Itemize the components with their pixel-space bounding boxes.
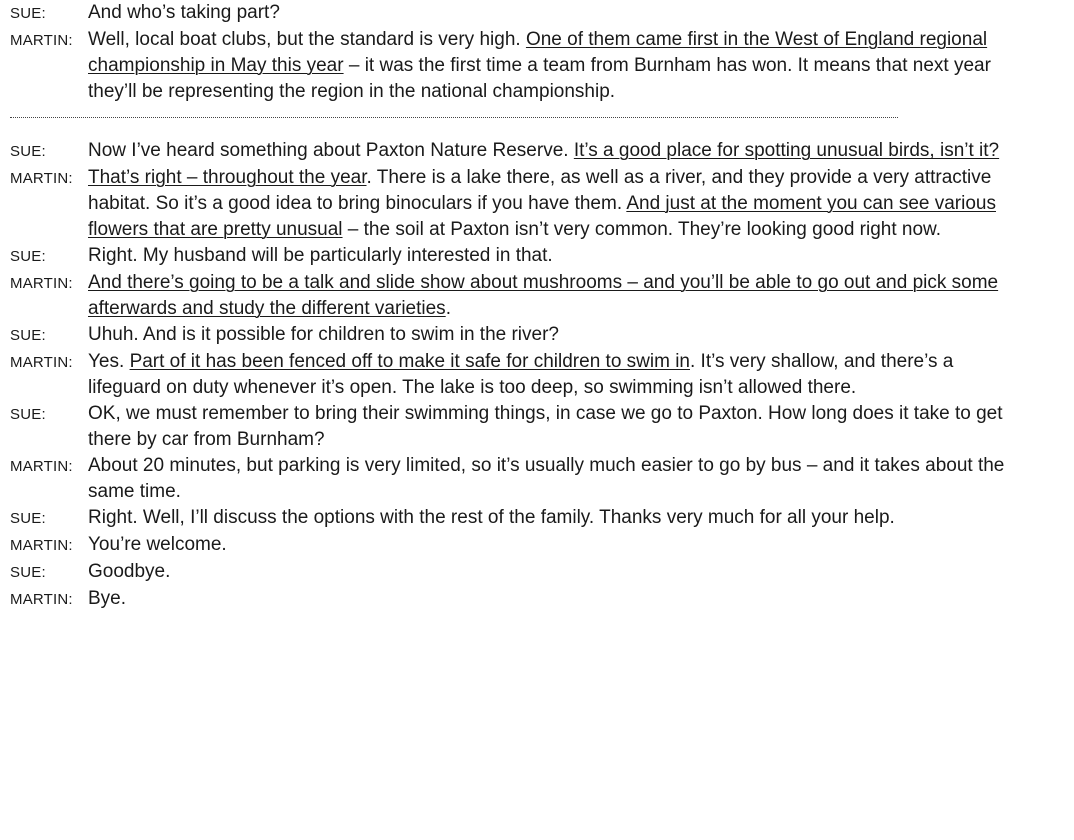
- speech-segment: Now I’ve heard something about Paxton Nature Reserve.: [88, 140, 574, 161]
- speaker-label: MARTIN:: [10, 354, 73, 371]
- transcript-blocks: [10, 0, 1070, 613]
- speaker-label: SUE:: [10, 327, 46, 344]
- dialogue-turn: [10, 349, 1070, 401]
- speech-segment: – it was the first time a team from Burnham has won. It means that next year they’ll be representing the region in the national championship.: [88, 55, 991, 102]
- speaker-label: MARTIN:: [10, 458, 73, 475]
- speech-text: [88, 270, 1008, 322]
- speaker-label: MARTIN:: [10, 591, 73, 608]
- speaker-label: SUE:: [10, 248, 46, 265]
- speech-segment: Right. Well, I’ll discuss the options with the rest of the family. Thanks very much for all your help.: [88, 507, 895, 528]
- speech-text: [88, 532, 1008, 558]
- speaker-label: SUE:: [10, 406, 46, 423]
- speech-segment: – the soil at Paxton isn’t very common. They’re looking good right now.: [342, 219, 941, 240]
- speaker-label: MARTIN:: [10, 170, 73, 187]
- speaker-label: SUE:: [10, 143, 46, 160]
- speech-segment: .: [445, 298, 451, 319]
- underlined-answer-text: That’s right – throughout the year: [88, 167, 367, 188]
- dialogue-turn: [10, 505, 1070, 532]
- dialogue-turn: [10, 453, 1070, 505]
- underlined-answer-text: One of them came first in the West of England regional championship in May this year: [88, 29, 988, 76]
- speaker-label: SUE:: [10, 564, 46, 581]
- section-divider: [10, 117, 898, 118]
- dialogue-turn: [10, 243, 1070, 270]
- dialogue-turn: [10, 322, 1070, 349]
- speech-segment: You’re welcome.: [88, 534, 227, 555]
- speech-text: [88, 138, 1008, 164]
- speech-segment: Well, local boat clubs, but the standard is very high.: [88, 29, 526, 50]
- speech-text: [88, 349, 1008, 401]
- dialogue-turn: [10, 138, 1070, 165]
- speech-text: [88, 165, 1008, 243]
- dialogue-turn: [10, 165, 1070, 243]
- transcript-section: [10, 138, 1070, 613]
- dialogue-turn: [10, 559, 1070, 586]
- speech-segment: About 20 minutes, but parking is very limited, so it’s usually much easier to go by bus – and it takes about the same time.: [88, 455, 1005, 502]
- dialogue-turn: [10, 270, 1070, 322]
- speech-text: [88, 243, 1008, 269]
- speaker-label: SUE:: [10, 510, 46, 527]
- speaker-label: MARTIN:: [10, 32, 73, 49]
- speaker-label: SUE:: [10, 5, 46, 22]
- speech-segment: And who’s taking part?: [88, 2, 280, 23]
- underlined-answer-text: And there’s going to be a talk and slide show about mushrooms – and you’ll be able to go out and pick some afterwards and study the different varieties: [88, 272, 999, 319]
- dialogue-turn: [10, 0, 1070, 27]
- speech-text: [88, 27, 1008, 105]
- dialogue-turn: [10, 532, 1070, 559]
- speech-segment: Uhuh. And is it possible for children to swim in the river?: [88, 324, 559, 345]
- dialogue-turn: [10, 27, 1070, 105]
- transcript: [10, 0, 1070, 613]
- speech-text: [88, 505, 1008, 531]
- speech-segment: Bye.: [88, 588, 127, 609]
- underlined-answer-text: It’s a good place for spotting unusual birds, isn’t it?: [573, 140, 1000, 161]
- dialogue-turn: [10, 586, 1070, 613]
- speaker-label: MARTIN:: [10, 275, 73, 292]
- speech-segment: Right. My husband will be particularly interested in that.: [88, 245, 553, 266]
- transcript-section: [10, 0, 1070, 105]
- speech-segment: Yes.: [88, 351, 130, 372]
- dialogue-turn: [10, 401, 1070, 453]
- speaker-label: MARTIN:: [10, 537, 73, 554]
- speech-text: [88, 0, 1008, 26]
- speech-text: [88, 559, 1008, 585]
- speech-segment: Goodbye.: [88, 561, 171, 582]
- speech-segment: . There is a lake there, as well as a river, and they provide a very attractive habitat. So it’s a good idea to bring binoculars if you have them.: [88, 167, 992, 214]
- speech-text: [88, 322, 1008, 348]
- speech-text: [88, 453, 1008, 505]
- speech-segment: . It’s very shallow, and there’s a lifeguard on duty whenever it’s open. The lake is too deep, so swimming isn’t allowed there.: [88, 351, 954, 398]
- underlined-answer-text: And just at the moment you can see various flowers that are pretty unusual: [88, 193, 996, 240]
- speech-segment: OK, we must remember to bring their swimming things, in case we go to Paxton. How long does it take to get there by car from Burnham?: [88, 403, 1003, 450]
- speech-text: [88, 586, 1008, 612]
- underlined-answer-text: Part of it has been fenced off to make it safe for children to swim in: [129, 351, 690, 372]
- speech-text: [88, 401, 1008, 453]
